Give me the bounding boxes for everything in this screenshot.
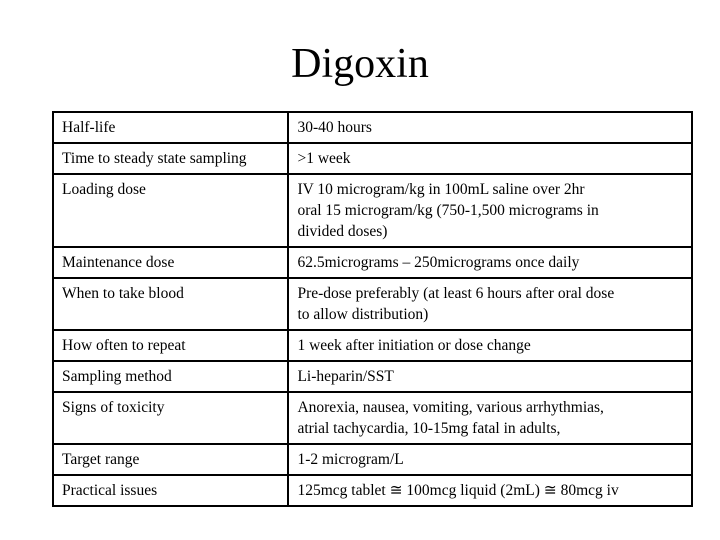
table-row [53, 143, 692, 174]
row-value-line: Anorexia, nausea, vomiting, various arrhythmias, [297, 399, 604, 416]
row-value [288, 475, 692, 506]
table-row [53, 475, 692, 506]
slide-title: Digoxin [291, 41, 429, 87]
row-label: Loading dose [53, 174, 288, 247]
row-value [288, 330, 692, 361]
table-row [53, 112, 692, 143]
row-value [288, 278, 692, 330]
row-value [288, 174, 692, 247]
row-label: When to take blood [53, 278, 288, 330]
row-value-line: Pre-dose preferably (at least 6 hours after oral dose [297, 285, 615, 302]
table-row [53, 392, 692, 444]
row-value-line: 125mcg tablet ≅ 100mcg liquid (2mL) ≅ 80mcg iv [297, 482, 619, 499]
table-body [53, 112, 692, 506]
row-label: Practical issues [53, 475, 288, 506]
table-row [53, 444, 692, 475]
row-value-line: oral 15 microgram/kg (750-1,500 micrograms in [297, 202, 599, 219]
row-value-line: Li-heparin/SST [297, 368, 394, 385]
table-row [53, 247, 692, 278]
row-value [288, 361, 692, 392]
row-value-line: 30-40 hours [297, 119, 372, 136]
row-value-line: 1-2 microgram/L [297, 451, 404, 468]
row-value-line: divided doses) [297, 223, 388, 240]
row-value-line: to allow distribution) [297, 306, 429, 323]
row-label: Half-life [53, 112, 288, 143]
row-value-line: 62.5micrograms – 250micrograms once daily [297, 254, 580, 271]
row-label: Target range [53, 444, 288, 475]
digoxin-info-table [52, 111, 693, 507]
row-value-line: >1 week [297, 150, 351, 167]
table-row [53, 278, 692, 330]
row-value [288, 112, 692, 143]
row-label: Maintenance dose [53, 247, 288, 278]
row-value [288, 392, 692, 444]
row-label: Time to steady state sampling [53, 143, 288, 174]
row-value-line: atrial tachycardia, 10-15mg fatal in adults, [297, 420, 561, 437]
table-row [53, 361, 692, 392]
row-label: Signs of toxicity [53, 392, 288, 444]
row-value [288, 143, 692, 174]
row-value-line: 1 week after initiation or dose change [297, 337, 531, 354]
table-row [53, 174, 692, 247]
table-row [53, 330, 692, 361]
row-value [288, 444, 692, 475]
row-value-line: IV 10 microgram/kg in 100mL saline over 2hr [297, 181, 585, 198]
row-label: How often to repeat [53, 330, 288, 361]
row-label: Sampling method [53, 361, 288, 392]
row-value [288, 247, 692, 278]
